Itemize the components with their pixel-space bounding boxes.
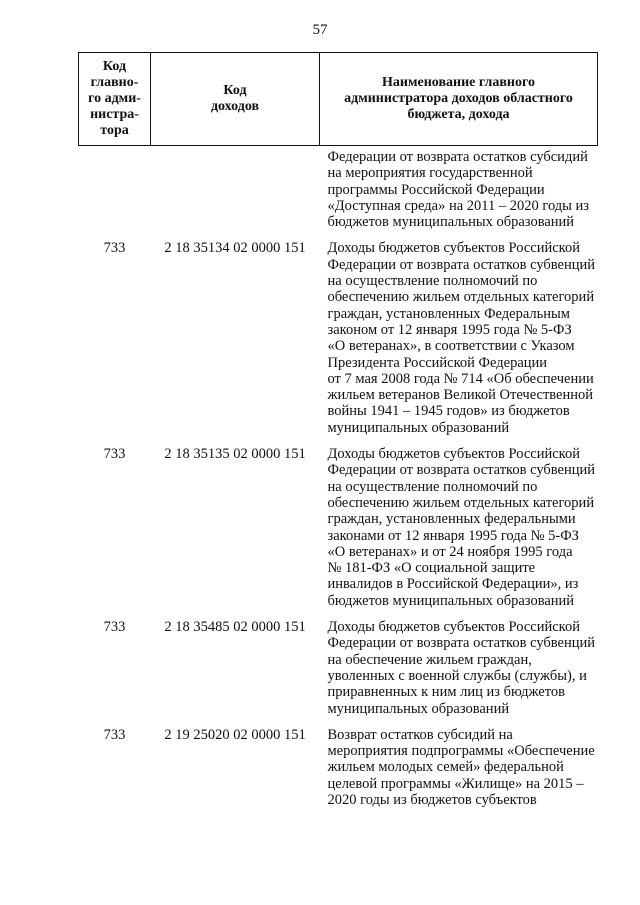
header-line: главно- bbox=[90, 75, 139, 90]
name-line: войны 1941 – 1945 годов» из бюджетов bbox=[327, 403, 570, 420]
header-line: Код bbox=[102, 59, 127, 74]
income-table bbox=[78, 52, 598, 818]
name-line: законом от 12 января 1995 года № 5-ФЗ bbox=[327, 321, 572, 338]
admin-code-cell: 733 bbox=[103, 619, 126, 636]
income-name-cell bbox=[320, 727, 598, 818]
name-line: на обеспечение жильем граждан, bbox=[327, 651, 532, 668]
income-code-cell: 2 19 25020 02 0000 151 bbox=[164, 726, 306, 743]
header-income-code bbox=[151, 53, 320, 146]
header-line: Наименование главного bbox=[382, 75, 535, 90]
name-line: целевой программы «Жилище» на 2015 – bbox=[327, 775, 584, 792]
name-line: программы Российской Федерации bbox=[327, 181, 545, 198]
name-line: Федерации от возврата остатков субвенций bbox=[327, 256, 595, 273]
name-line: инвалидов в Российской Федерации», из bbox=[327, 576, 579, 593]
name-line: граждан, установленных Федеральным bbox=[327, 305, 570, 322]
admin-code-cell bbox=[79, 146, 151, 241]
header-line: доходов bbox=[210, 99, 260, 114]
name-line: уволенных с военной службы (службы), и bbox=[327, 667, 587, 684]
name-line: законами от 12 января 1995 года № 5-ФЗ bbox=[327, 527, 579, 544]
header-line: Код bbox=[223, 83, 247, 98]
admin-code-cell: 733 bbox=[103, 240, 126, 257]
table-row bbox=[79, 240, 598, 446]
income-name-cell bbox=[320, 146, 598, 241]
header-line: тора bbox=[100, 123, 129, 138]
name-line: мероприятия подпрограммы «Обеспечение bbox=[327, 743, 595, 760]
name-line: Возврат остатков субсидий на bbox=[327, 726, 513, 743]
header-line: го адми- bbox=[88, 91, 141, 106]
name-line: от 7 мая 2008 года № 714 «Об обеспечении bbox=[327, 370, 594, 387]
admin-code-cell: 733 bbox=[103, 446, 126, 463]
name-line: на осуществление полномочий по bbox=[327, 273, 538, 290]
income-code-cell: 2 18 35485 02 0000 151 bbox=[164, 619, 306, 636]
table-row bbox=[79, 446, 598, 619]
name-line: «Доступная среда» на 2011 – 2020 годы из bbox=[327, 197, 590, 214]
income-code-cell: 2 18 35135 02 0000 151 bbox=[164, 446, 306, 463]
page-number: 57 bbox=[312, 22, 328, 38]
name-line: муниципальных образований bbox=[327, 419, 510, 436]
name-line: Федерации от возврата остатков субвенций bbox=[327, 635, 595, 652]
header-line: администратора доходов областного bbox=[344, 91, 573, 106]
name-line: муниципальных образований bbox=[327, 700, 510, 717]
table-header-row bbox=[79, 53, 598, 146]
income-name-cell bbox=[320, 240, 598, 446]
table-row bbox=[79, 146, 598, 241]
income-code-cell bbox=[151, 146, 320, 241]
name-line: бюджетов муниципальных образований bbox=[327, 214, 575, 231]
name-line: Федерации от возврата остатков субсидий bbox=[327, 149, 588, 165]
income-code-cell: 2 18 35134 02 0000 151 bbox=[164, 240, 306, 257]
header-name bbox=[320, 53, 598, 146]
name-line: на осуществление полномочий по bbox=[327, 478, 538, 495]
header-line: бюджета, дохода bbox=[407, 107, 510, 122]
income-name-cell bbox=[320, 619, 598, 727]
name-line: Доходы бюджетов субъектов Российской bbox=[327, 619, 580, 636]
name-line: обеспечению жильем отдельных категорий bbox=[327, 289, 595, 306]
table-row bbox=[79, 727, 598, 818]
name-line: на мероприятия государственной bbox=[327, 165, 533, 182]
admin-code-cell: 733 bbox=[103, 726, 126, 743]
name-line: граждан, установленных федеральными bbox=[327, 511, 576, 528]
name-line: бюджетов муниципальных образований bbox=[327, 592, 575, 609]
name-line: жильем ветеранов Великой Отечественной bbox=[327, 387, 594, 404]
header-line: нистра- bbox=[90, 107, 139, 122]
name-line: «О ветеранах» и от 24 ноября 1995 года bbox=[327, 543, 573, 560]
table-row bbox=[79, 619, 598, 727]
name-line: № 181-ФЗ «О социальной защите bbox=[327, 560, 536, 577]
name-line: жильем молодых семей» федеральной bbox=[327, 759, 564, 776]
name-line: «О ветеранах», в соответствии с Указом bbox=[327, 338, 575, 355]
name-line: приравненных к ним лиц из бюджетов bbox=[327, 684, 565, 701]
name-line: Доходы бюджетов субъектов Российской bbox=[327, 446, 580, 463]
name-line: обеспечению жильем отдельных категорий bbox=[327, 494, 595, 511]
name-line: Доходы бюджетов субъектов Российской bbox=[327, 240, 580, 257]
name-line: Президента Российской Федерации bbox=[327, 354, 548, 371]
header-admin-code bbox=[79, 53, 151, 146]
name-line: Федерации от возврата остатков субвенций bbox=[327, 462, 595, 479]
name-line: 2020 годы из бюджетов субъектов bbox=[327, 791, 537, 808]
income-name-cell bbox=[320, 446, 598, 619]
